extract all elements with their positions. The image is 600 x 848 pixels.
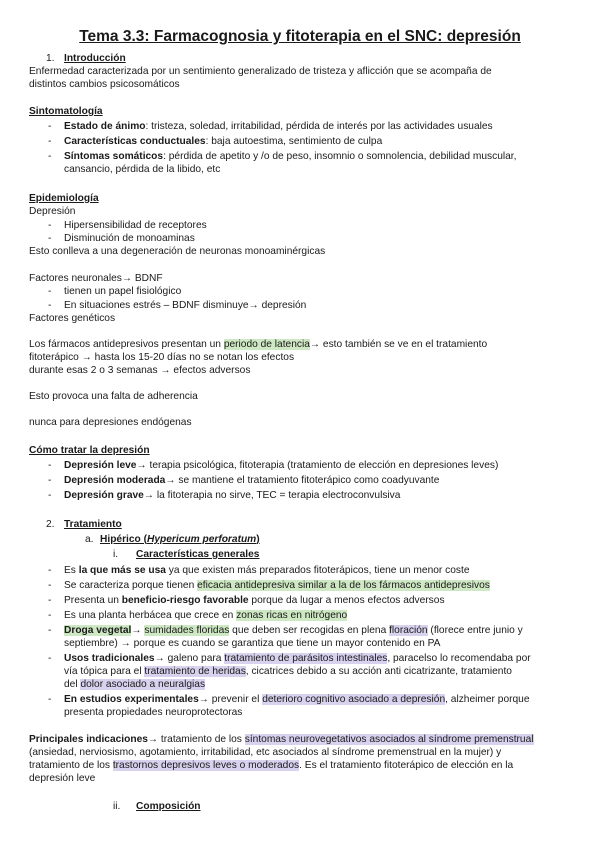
caracteristicas-heading: Características generales [136,549,260,560]
indicaciones-line-1: Principales indicaciones→ tratamiento de los síntomas neurovegetativos asociados al síndrome premenstrual [29,734,534,745]
list-dash: - [48,233,52,244]
epi-endogenas: nunca para depresiones endógenas [29,417,192,428]
indicaciones-line-3: tratamiento de los trastornos depresivos leves o moderados. Es el tratamiento fitoterápico de elección en la [29,760,514,771]
subsubsection-number: ii. [113,801,121,812]
list-dash: - [48,595,52,606]
hiperico-item-3: Presenta un beneficio-riesgo favorable porque da lugar a menos efectos adversos [64,595,445,606]
intro-heading: Introducción [64,53,126,64]
hiperico-item-5: Droga vegetal→ sumidades floridas que deben ser recogidas en plena floración (florece entre junio y [64,625,523,636]
sintoma-item-2: Características conductuales: baja autoestima, sentimiento de culpa [64,136,383,147]
epi-item-1: Hipersensibilidad de receptores [64,220,207,231]
sintoma-item-3-cont: cansancio, pérdida de la libido, etc [64,164,221,175]
list-dash: - [48,286,52,297]
epi-item-3: tienen un papel fisiológico [64,286,182,297]
intro-line-2: distintos cambios psicosomáticos [29,79,180,90]
hiperico-item-7-cont: presenta propiedades neuroprotectoras [64,707,243,718]
list-dash: - [48,580,52,591]
composicion-heading: Composición [136,801,201,812]
epi-depresion: Depresión [29,206,76,217]
tratar-item-1: Depresión leve→ terapia psicológica, fitoterapia (tratamiento de elección en depresiones leves) [64,460,499,471]
hiperico-item-7: En estudios experimentales→ prevenir el deterioro cognitivo asociado a depresión, alzheimer porque [64,694,530,705]
epi-item-4: En situaciones estrés – BDNF disminuye→ depresión [64,300,307,311]
section-number: 1. [46,53,55,64]
epidemiologia-heading: Epidemiología [29,193,99,204]
tratar-heading: Cómo tratar la depresión [29,445,150,456]
list-dash: - [48,565,52,576]
indicaciones-line-2: (ansiedad, nerviosismo, agotamiento, irritabilidad, etc asociados al síndrome premenstrual en la mujer) y [29,747,502,758]
list-dash: - [48,220,52,231]
indicaciones-line-4: depresión leve [29,773,96,784]
subsubsection-number: i. [113,549,119,560]
tratamiento-heading: Tratamiento [64,519,122,530]
hiperico-item-5-cont: septiembre) → porque es cuando se garantiza que tiene un mayor contenido en PA [64,638,441,649]
hiperico-item-4: Es una planta herbácea que crece en zonas ricas en nitrógeno [64,610,348,621]
list-dash: - [48,625,52,636]
list-dash: - [48,121,52,132]
sintoma-item-3: Síntomas somáticos: pérdida de apetito y /o de peso, insomnio o somnolencia, debilidad muscular, [64,151,517,162]
epi-item-2: Disminución de monoaminas [64,233,195,244]
list-dash: - [48,151,52,162]
hiperico-item-6-cont-2: del dolor asociado a neuralgias [64,679,206,690]
subsection-letter: a. [85,534,94,545]
intro-line-1: Enfermedad caracterizada por un sentimiento generalizado de tristeza y aflicción que se acompaña de [29,66,492,77]
hiperico-item-6: Usos tradicionales→ galeno para tratamiento de parásitos intestinales, paracelso lo recomendaba por [64,653,531,664]
hiperico-item-6-cont-1: vía tópica para el tratamiento de heridas, cicatrices debido a su acción anti cicatrizante, tratamiento [64,666,512,677]
epi-latencia-line-1: Los fármacos antidepresivos presentan un periodo de latencia→ esto también se ve en el tratamiento [29,339,488,350]
section-number: 2. [46,519,55,530]
list-dash: - [48,460,52,471]
list-dash: - [48,653,52,664]
epi-adherencia: Esto provoca una falta de adherencia [29,391,198,402]
epi-latencia-line-2: fitoterápico → hasta los 15-20 días no se notan los efectos [29,352,295,363]
epi-conlleva: Esto conlleva a una degeneración de neuronas monoaminérgicas [29,246,326,257]
tratar-item-3: Depresión grave→ la fitoterapia no sirve, TEC = terapia electroconvulsiva [64,490,401,501]
tratar-item-2: Depresión moderada→ se mantiene el tratamiento fitoterápico como coadyuvante [64,475,440,486]
sintoma-item-1: Estado de ánimo: tristeza, soledad, irritabilidad, pérdida de interés por las actividades usuales [64,121,493,132]
list-dash: - [48,694,52,705]
sintomatologia-heading: Sintomatología [29,106,103,117]
list-dash: - [48,490,52,501]
hiperico-item-2: Se caracteriza porque tienen eficacia antidepresiva similar a la de los fármacos antidepresivos [64,580,490,591]
epi-factores-neuronales: Factores neuronales→ BDNF [29,273,163,284]
hiperico-item-1: Es la que más se usa ya que existen más preparados fitoterápicos, tiene un menor coste [64,565,470,576]
list-dash: - [48,136,52,147]
page-title: Tema 3.3: Farmacognosia y fitoterapia en el SNC: depresión [79,28,521,45]
epi-latencia-line-3: durante esas 2 o 3 semanas → efectos adversos [29,365,251,376]
epi-factores-geneticos: Factores genéticos [29,313,116,324]
list-dash: - [48,300,52,311]
hiperico-heading: Hipérico (Hypericum perforatum) [100,534,260,545]
list-dash: - [48,475,52,486]
list-dash: - [48,610,52,621]
